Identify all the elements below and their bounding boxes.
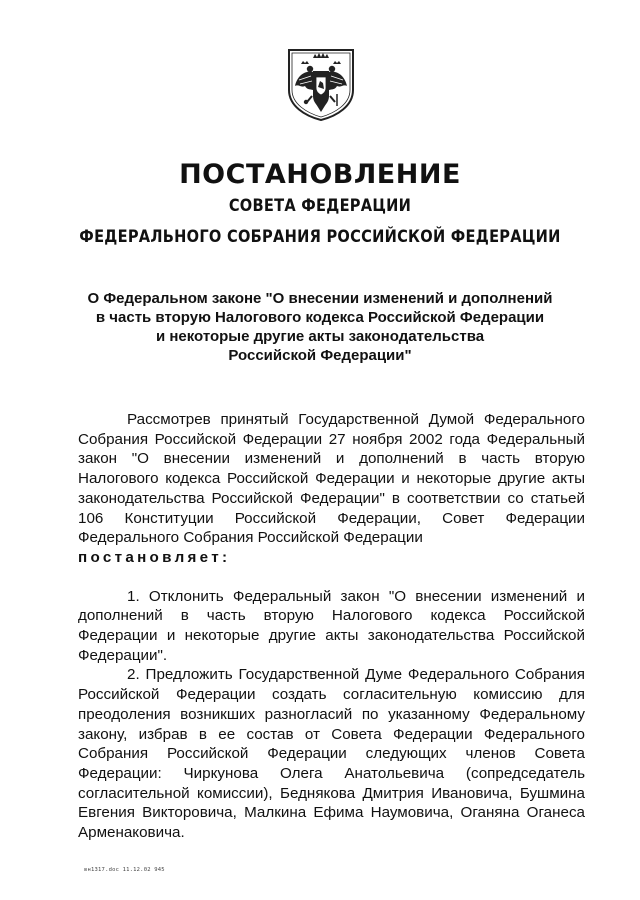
item-2-paragraph: 2. Предложить Государственной Думе Федерального Собрания Российской Федерации создать согласительную комиссию для преодоления возникших разногласий по указанному Федеральному закону, избрав в ее состав от Совета Федерации Федерального Собрания Российской Федерации следующих членов Совета Федерации: Чиркунова Олега Анатольевича (сопредседатель согласительной комиссии), Беднякова Дмитрия Ивановича, Бушмина Евгения Викторовича, Малкина Ефима Наумовича, Оганяна Оганеса Арменаковича. xyxy=(78,666,585,842)
document-body xyxy=(78,410,585,843)
law-title-line: О Федеральном законе "О внесении изменений и дополнений xyxy=(87,290,553,307)
document-title: ПОСТАНОВЛЕНИЕ xyxy=(179,159,461,190)
law-title xyxy=(60,289,580,365)
law-title-line: Российской Федерации" xyxy=(228,347,412,364)
document-subtitle-line1: СОВЕТА ФЕДЕРАЦИИ xyxy=(228,196,412,216)
item-1-paragraph: 1. Отклонить Федеральный закон "О внесении изменений и дополнений в часть вторую Налогового кодекса Российской Федерации и некоторые другие акты законодательства Российской Федерации". xyxy=(78,587,585,664)
preamble-paragraph: Рассмотрев принятый Государственной Думой Федерального Собрания Российской Федерации 27 ноября 2002 года Федеральный закон "О внесении изменений и дополнений в часть вторую Налогового кодекса Российской Федерации и некоторые другие акты законодательства Российской Федерации" в соответствии со статьей 106 Конституции Российской Федерации, Совет Федерации Федерального Собрания Российской Федерации xyxy=(78,411,585,547)
resolves-word: постановляет: xyxy=(78,548,231,566)
law-title-line: и некоторые другие акты законодательства xyxy=(155,328,485,345)
file-reference: вн1317.doc 11.12.02 945 xyxy=(84,867,165,873)
coat-of-arms-icon xyxy=(283,46,359,122)
law-title-line: в часть вторую Налогового кодекса Российской Федерации xyxy=(95,309,545,326)
document-subtitle-line2: ФЕДЕРАЛЬНОГО СОБРАНИЯ РОССИЙСКОЙ ФЕДЕРАЦИИ xyxy=(79,227,561,247)
